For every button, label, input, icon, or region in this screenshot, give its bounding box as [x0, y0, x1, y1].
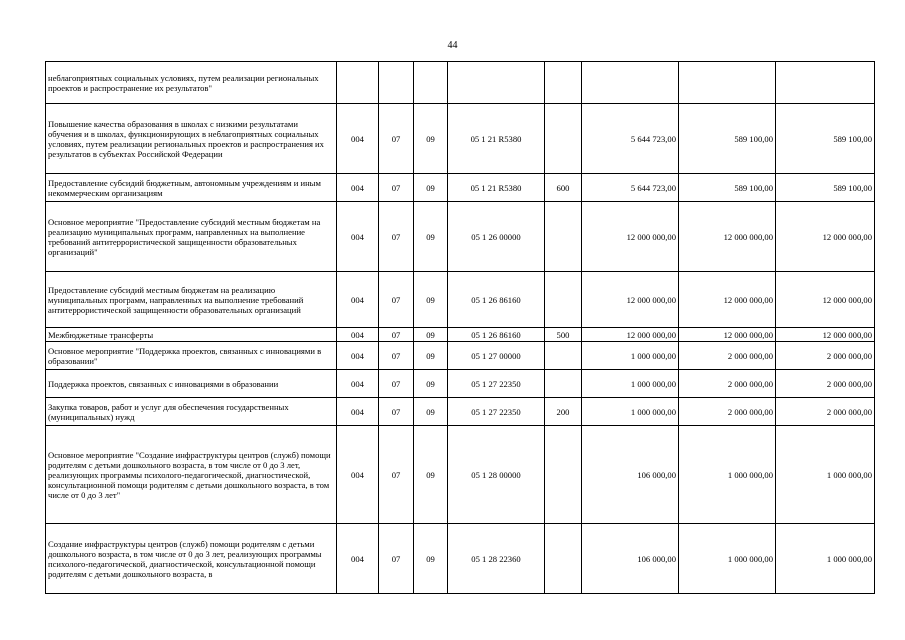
- subsection-code: 09: [414, 426, 448, 524]
- table-row: [46, 426, 875, 524]
- expense-type: [545, 342, 582, 370]
- target-article: 05 1 26 00000: [448, 202, 545, 272]
- subsection-code: 09: [414, 342, 448, 370]
- row-name: Основное мероприятие "Поддержка проектов, связанных с инновациями в образовании": [46, 342, 337, 370]
- ministry-code: 004: [337, 426, 379, 524]
- amount-year-3: 12 000 000,00: [776, 272, 875, 328]
- amount-year-2: [679, 62, 776, 104]
- amount-year-1: 12 000 000,00: [582, 202, 679, 272]
- target-article: 05 1 27 00000: [448, 342, 545, 370]
- row-name: Предоставление субсидий местным бюджетам на реализацию муниципальных программ, направленных на выполнение требований антитеррористической защищенности образовательных организаций: [46, 272, 337, 328]
- ministry-code: 004: [337, 104, 379, 174]
- page-number: 44: [447, 40, 458, 51]
- subsection-code: 09: [414, 202, 448, 272]
- section-code: [379, 62, 414, 104]
- table-row: [46, 524, 875, 594]
- section-code: 07: [379, 202, 414, 272]
- amount-year-3: 2 000 000,00: [776, 398, 875, 426]
- amount-year-1: 12 000 000,00: [582, 328, 679, 342]
- target-article: 05 1 28 00000: [448, 426, 545, 524]
- subsection-code: [414, 62, 448, 104]
- ministry-code: 004: [337, 272, 379, 328]
- ministry-code: 004: [337, 202, 379, 272]
- amount-year-2: 2 000 000,00: [679, 398, 776, 426]
- section-code: 07: [379, 524, 414, 594]
- section-code: 07: [379, 328, 414, 342]
- amount-year-2: 2 000 000,00: [679, 370, 776, 398]
- row-name: Закупка товаров, работ и услуг для обеспечения государственных (муниципальных) нужд: [46, 398, 337, 426]
- amount-year-1: 1 000 000,00: [582, 370, 679, 398]
- section-code: 07: [379, 426, 414, 524]
- table-row: [46, 342, 875, 370]
- amount-year-2: 589 100,00: [679, 174, 776, 202]
- amount-year-3: 12 000 000,00: [776, 202, 875, 272]
- subsection-code: 09: [414, 272, 448, 328]
- table-row: [46, 62, 875, 104]
- section-code: 07: [379, 398, 414, 426]
- ministry-code: 004: [337, 524, 379, 594]
- expense-type: [545, 202, 582, 272]
- amount-year-3: 589 100,00: [776, 104, 875, 174]
- amount-year-2: 12 000 000,00: [679, 202, 776, 272]
- subsection-code: 09: [414, 328, 448, 342]
- ministry-code: 004: [337, 328, 379, 342]
- target-article: 05 1 26 86160: [448, 272, 545, 328]
- target-article: 05 1 21 R5380: [448, 104, 545, 174]
- amount-year-2: 12 000 000,00: [679, 272, 776, 328]
- table-row: [46, 202, 875, 272]
- section-code: 07: [379, 104, 414, 174]
- target-article: 05 1 27 22350: [448, 398, 545, 426]
- subsection-code: 09: [414, 104, 448, 174]
- section-code: 07: [379, 342, 414, 370]
- ministry-code: 004: [337, 342, 379, 370]
- amount-year-3: 2 000 000,00: [776, 370, 875, 398]
- table-row: [46, 398, 875, 426]
- ministry-code: 004: [337, 398, 379, 426]
- row-name: Повышение качества образования в школах с низкими результатами обучения и в школах, функционирующих в неблагоприятных социальных условиях, путем реализации региональных проектов и распространения их результатов в субъектах Российской Федерации: [46, 104, 337, 174]
- expense-type: 600: [545, 174, 582, 202]
- table-row: [46, 174, 875, 202]
- expense-type: 200: [545, 398, 582, 426]
- subsection-code: 09: [414, 370, 448, 398]
- amount-year-3: 12 000 000,00: [776, 328, 875, 342]
- expense-type: [545, 62, 582, 104]
- ministry-code: 004: [337, 370, 379, 398]
- table-row: [46, 104, 875, 174]
- amount-year-1: 106 000,00: [582, 524, 679, 594]
- target-article: 05 1 27 22350: [448, 370, 545, 398]
- amount-year-2: 1 000 000,00: [679, 426, 776, 524]
- amount-year-3: 1 000 000,00: [776, 524, 875, 594]
- row-name: Основное мероприятие "Создание инфраструктуры центров (служб) помощи родителям с детьми дошкольного возраста, в том числе от 0 до 3 лет, реализующих программы психолого-педагогической, диагностической, консультационной помощи родителям с детьми дошкольного возраста, в том числе от 0 до 3 лет": [46, 426, 337, 524]
- target-article: 05 1 21 R5380: [448, 174, 545, 202]
- section-code: 07: [379, 174, 414, 202]
- expense-type: [545, 426, 582, 524]
- row-name: Предоставление субсидий бюджетным, автономным учреждениям и иным некоммерческим организациям: [46, 174, 337, 202]
- amount-year-1: 1 000 000,00: [582, 398, 679, 426]
- row-name: Создание инфраструктуры центров (служб) помощи родителям с детьми дошкольного возраста, в том числе от 0 до 3 лет, реализующих программы психолого-педагогической, диагностической, консультационной помощи родителям с детьми дошкольного возраста, в: [46, 524, 337, 594]
- amount-year-2: 12 000 000,00: [679, 328, 776, 342]
- table-row: [46, 328, 875, 342]
- table-row: [46, 272, 875, 328]
- expense-type: 500: [545, 328, 582, 342]
- section-code: 07: [379, 272, 414, 328]
- subsection-code: 09: [414, 174, 448, 202]
- subsection-code: 09: [414, 398, 448, 426]
- expense-type: [545, 104, 582, 174]
- amount-year-2: 2 000 000,00: [679, 342, 776, 370]
- amount-year-3: 2 000 000,00: [776, 342, 875, 370]
- ministry-code: 004: [337, 174, 379, 202]
- table-row: [46, 370, 875, 398]
- row-name: неблагоприятных социальных условиях, путем реализации региональных проектов и распространение их результатов": [46, 62, 337, 104]
- row-name: Поддержка проектов, связанных с инновациями в образовании: [46, 370, 337, 398]
- budget-table: [45, 61, 875, 594]
- ministry-code: [337, 62, 379, 104]
- row-name: Основное мероприятие "Предоставление субсидий местным бюджетам на реализацию муниципальных программ, направленных на выполнение требований антитеррористической защищенности образовательных организаций": [46, 202, 337, 272]
- amount-year-1: 5 644 723,00: [582, 174, 679, 202]
- section-code: 07: [379, 370, 414, 398]
- amount-year-1: 1 000 000,00: [582, 342, 679, 370]
- row-name: Межбюджетные трансферты: [46, 328, 337, 342]
- target-article: 05 1 28 22360: [448, 524, 545, 594]
- subsection-code: 09: [414, 524, 448, 594]
- amount-year-1: [582, 62, 679, 104]
- expense-type: [545, 272, 582, 328]
- amount-year-3: [776, 62, 875, 104]
- amount-year-2: 589 100,00: [679, 104, 776, 174]
- target-article: 05 1 26 86160: [448, 328, 545, 342]
- amount-year-3: 589 100,00: [776, 174, 875, 202]
- amount-year-3: 1 000 000,00: [776, 426, 875, 524]
- amount-year-1: 5 644 723,00: [582, 104, 679, 174]
- amount-year-1: 106 000,00: [582, 426, 679, 524]
- expense-type: [545, 524, 582, 594]
- amount-year-1: 12 000 000,00: [582, 272, 679, 328]
- target-article: [448, 62, 545, 104]
- amount-year-2: 1 000 000,00: [679, 524, 776, 594]
- expense-type: [545, 370, 582, 398]
